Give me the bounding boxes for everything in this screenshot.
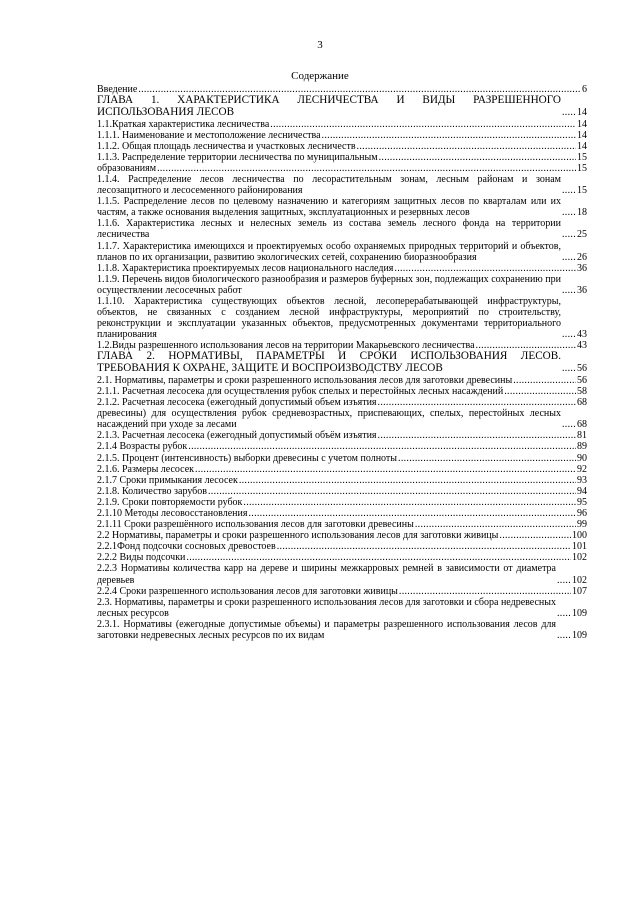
toc-entry-text: 2.2.2 Виды подсочки [97,552,186,564]
toc-entry-page: 109 [572,607,587,619]
toc-entry-text: Введение [97,84,138,95]
toc-entry[interactable] [97,552,587,563]
toc-entry[interactable] [97,296,587,340]
toc-entry-text: 1.1.Краткая характеристика лесничества [97,118,270,130]
toc-entry[interactable] [97,408,587,430]
toc-entry-text: 1.1.7. Характеристика имеющихся и проектируемых особо охраняемых природных территорий и объектов, планов по их организации, развитию экологических сетей, сохранению биоразнообразия [97,240,561,263]
toc-entry[interactable] [97,196,587,218]
toc-entry-page: 14 [577,129,587,141]
toc-entry-page: 14 [577,140,587,152]
dot-leader [195,464,576,475]
dot-leader [399,586,571,597]
toc-entry-text: 2.1.11 Сроки разрешённого использования лесов для заготовки древесины [97,519,414,531]
toc-entry-text: 2.1.8. Количество зарубов [97,485,207,497]
toc-entry-text: 1.1.3. Распределение территории лесничества по муниципальным [97,151,378,163]
page-number: 3 [317,39,323,51]
toc-entry-text: 2.1.1. Расчетная лесосека для осуществления рубок спелых и перестойных лесных насаждений [97,385,504,397]
toc-entry-text: 1.1.8. Характеристика проектируемых лесов национального наследия [97,262,394,274]
toc-entry-text: 2.1.4 Возрасты рубок [97,441,188,453]
toc-entry-page: 15 [577,151,587,163]
toc-entry-text: 2.2 Нормативы, параметры и сроки разрешенного использования лесов для заготовки живицы [97,530,499,542]
toc-entry-page: 14 [577,118,587,130]
toc-entry-page: 102 [572,552,587,564]
toc-entry-page: 43 [577,329,587,341]
toc-entry-text: 1.1.1. Наименование и местоположение лесничества [97,129,321,141]
toc-entry[interactable] [97,397,587,408]
toc-entry-page: 36 [577,284,587,296]
toc-entry-page: 101 [572,541,587,553]
dot-leader [499,530,571,541]
toc-entry-text: 1.1.2. Общая площадь лесничества и участковых лесничеств [97,140,356,152]
dot-leader [239,475,576,486]
toc-entry[interactable] [97,486,587,497]
toc-entry-text: ГЛАВА 1. ХАРАКТЕРИСТИКА ЛЕСНИЧЕСТВА И ВИДЫ РАЗРЕШЕННОГО ИСПОЛЬЗОВАНИЯ ЛЕСОВ [97,94,561,118]
dot-leader [270,119,576,130]
toc-entry-page: 58 [577,385,587,397]
toc-entry[interactable] [97,441,587,452]
toc-entry[interactable] [97,174,587,196]
toc-entry-page: 26 [577,251,587,263]
dot-leader [248,508,576,519]
dot-leader [557,608,571,619]
toc-entry-page: 89 [577,441,587,453]
toc-entry-text: ГЛАВА 2. НОРМАТИВЫ, ПАРАМЕТРЫ И СРОКИ ИСПОЛЬЗОВАНИЯ ЛЕСОВ. ТРЕБОВАНИЯ К ОХРАНЕ, ЗАЩИТЕ И ВОСПРОИЗВОДСТВУ ЛЕСОВ [97,350,561,375]
toc-entry-text: 1.1.4. Распределение лесов лесничества по лесорастительным зонам, лесным районам и зонам лесозащитного и лесосеменного районирования [97,173,561,197]
toc-entry-page: 109 [572,630,587,642]
toc-entry-page: 95 [577,496,587,508]
dot-leader [557,630,571,641]
toc-entry-page: 14 [577,106,587,118]
toc-entry-page: 92 [577,463,587,475]
toc-entry-text: 2.3.1. Нормативы (ежегодные допустимые объемы) и параметры разрешенного использования лесов для заготовки недревесных лесных ресурсов по их видам [97,618,556,642]
toc-entry[interactable] [97,497,587,508]
dot-leader [562,285,576,296]
toc-entry[interactable] [97,475,587,486]
toc-entry-page: 107 [572,585,587,597]
toc-entry-page: 100 [572,530,587,542]
toc-entry-text: 2.1.6. Размеры лесосек [97,463,195,475]
toc-entry[interactable] [97,541,587,552]
toc-entry-page: 15 [577,185,587,197]
toc-entry-text: 2.2.4 Сроки разрешенного использования лесов для заготовки живицы [97,585,398,597]
toc-entry-page: 96 [577,508,587,519]
toc-entry-page: 68 [577,397,587,409]
dot-leader [357,141,576,152]
toc-entry-text: 2.3. Нормативы, параметры и сроки разрешенного использования лесов для заготовки и сбора недревесных лесных ресурсов [97,596,556,619]
toc-entry-text: 2.1. Нормативы, параметры и сроки разрешенного использования лесов для заготовки древесины [97,374,513,386]
toc-entry-page: 56 [577,374,587,386]
toc-entry-page: 36 [577,262,587,274]
dot-leader [277,541,571,552]
dot-leader [322,130,576,141]
toc-entry-text: 1.1.10. Характеристика существующих объектов лесной, лесоперерабатывающей инфраструктуры, объектов, не связанных с созданием лесной инфраструктуры, мероприятий по строительству, реконструкции и эксплуатации указанных объектов, предусмотренных документами территориального планирования [97,296,561,341]
toc-entry-page: 18 [577,207,587,219]
toc-entry-text: образованиям [97,162,157,174]
dot-leader [562,363,576,375]
dot-leader [378,397,576,408]
toc-entry-page: 102 [572,574,587,586]
toc-entry-text: 1.1.6. Характеристика лесных и нелесных земель из состава земель лесного фонда на территории лесничества [97,218,561,241]
dot-leader [398,453,576,464]
dot-leader [562,329,576,340]
toc-entry-page: 56 [577,363,587,375]
toc-entry-text: 2.1.2. Расчетная лесосека (ежегодный допустимый объем изъятия [97,397,377,409]
dot-leader [186,552,571,563]
dot-leader [188,441,576,452]
toc-entry-text: 2.1.9. Сроки повторяемости рубок [97,496,243,508]
toc-entry-text: 2.1.3. Расчетная лесосека (ежегодный допустимый объём изъятия [97,430,377,442]
dot-leader [562,207,576,218]
toc-entry[interactable] [97,453,587,464]
toc-entry[interactable] [97,563,587,585]
toc-title: Содержание [291,70,349,82]
toc-entry-text: древесины) для осуществления рубок средневозрастных, приспевающих, спелых, перестойных лесных насаждений при уходе за лесами [97,408,561,431]
dot-leader [157,163,576,174]
toc-entry-text: 2.1.7 Сроки примыкания лесосек [97,474,238,486]
toc-entry[interactable] [97,130,587,141]
toc-entry[interactable] [97,530,587,541]
dot-leader [513,375,576,386]
toc-entry[interactable] [97,386,587,397]
dot-leader [557,575,571,586]
toc-entry-text: 1.1.5. Распределение лесов по целевому назначению и категориям защитных лесов по кварталам или их частям, а также основания выделения защитных, эксплуатационных и резервных лесов [97,196,561,219]
toc-entry[interactable] [97,619,587,641]
toc-entry[interactable] [97,375,587,386]
toc-entry-page: 81 [577,430,587,442]
toc-entry[interactable] [97,597,587,619]
toc-entry[interactable] [97,141,587,152]
toc-entry-page: 99 [577,519,587,531]
toc-entry-page: 25 [577,229,587,241]
toc-entry-page: 94 [577,485,587,497]
toc-entry-text: 2.1.10 Методы лесовосстановления [97,508,248,519]
toc-entry[interactable] [97,152,587,163]
toc-entry[interactable] [97,274,587,296]
toc-entry[interactable] [97,218,587,240]
toc-entry[interactable] [97,119,587,130]
toc-entry[interactable] [97,95,587,118]
toc-entry[interactable] [97,263,587,274]
toc-entry[interactable] [97,508,587,519]
toc-entry-page: 6 [582,84,587,95]
dot-leader [562,229,576,240]
toc-entry[interactable] [97,464,587,475]
toc-entry[interactable] [97,430,587,441]
toc-entry[interactable] [97,163,587,174]
dot-leader [378,430,576,441]
dot-leader [562,419,576,430]
toc-entry-text: 1.2.Виды разрешенного использования лесов на территории Макарьевского лесничества [97,340,475,352]
dot-leader [562,252,576,263]
dot-leader [562,107,576,119]
dot-leader [243,497,576,508]
toc-entry-text: 2.2.1Фонд подсочки сосновых древостоев [97,541,276,553]
toc-entry-page: 43 [577,340,587,352]
dot-leader [208,486,576,497]
toc-entry-page: 68 [577,419,587,431]
toc-entry[interactable] [97,586,587,597]
toc-entry[interactable] [97,241,587,263]
dot-leader [562,185,576,196]
dot-leader [394,263,576,274]
dot-leader [415,519,576,530]
toc-entry-page: 90 [577,452,587,464]
dot-leader [379,152,576,163]
toc-entry[interactable] [97,519,587,530]
toc-entry[interactable] [97,351,587,374]
table-of-contents [97,84,587,641]
dot-leader [504,386,576,397]
toc-entry-page: 93 [577,474,587,486]
toc-entry-text: 1.1.9. Перечень видов биологического разнообразия и размеров буферных зон, подлежащих сохранению при осуществлении лесосечных работ [97,273,561,296]
toc-entry-page: 15 [577,162,587,174]
toc-entry-text: 2.1.5. Процент (интенсивность) выборки древесины с учетом полноты [97,452,398,464]
toc-entry-text: 2.2.3 Нормативы количества карр на дереве и ширины межкарровых ремней в зависимости от диаметра деревьев [97,563,556,586]
